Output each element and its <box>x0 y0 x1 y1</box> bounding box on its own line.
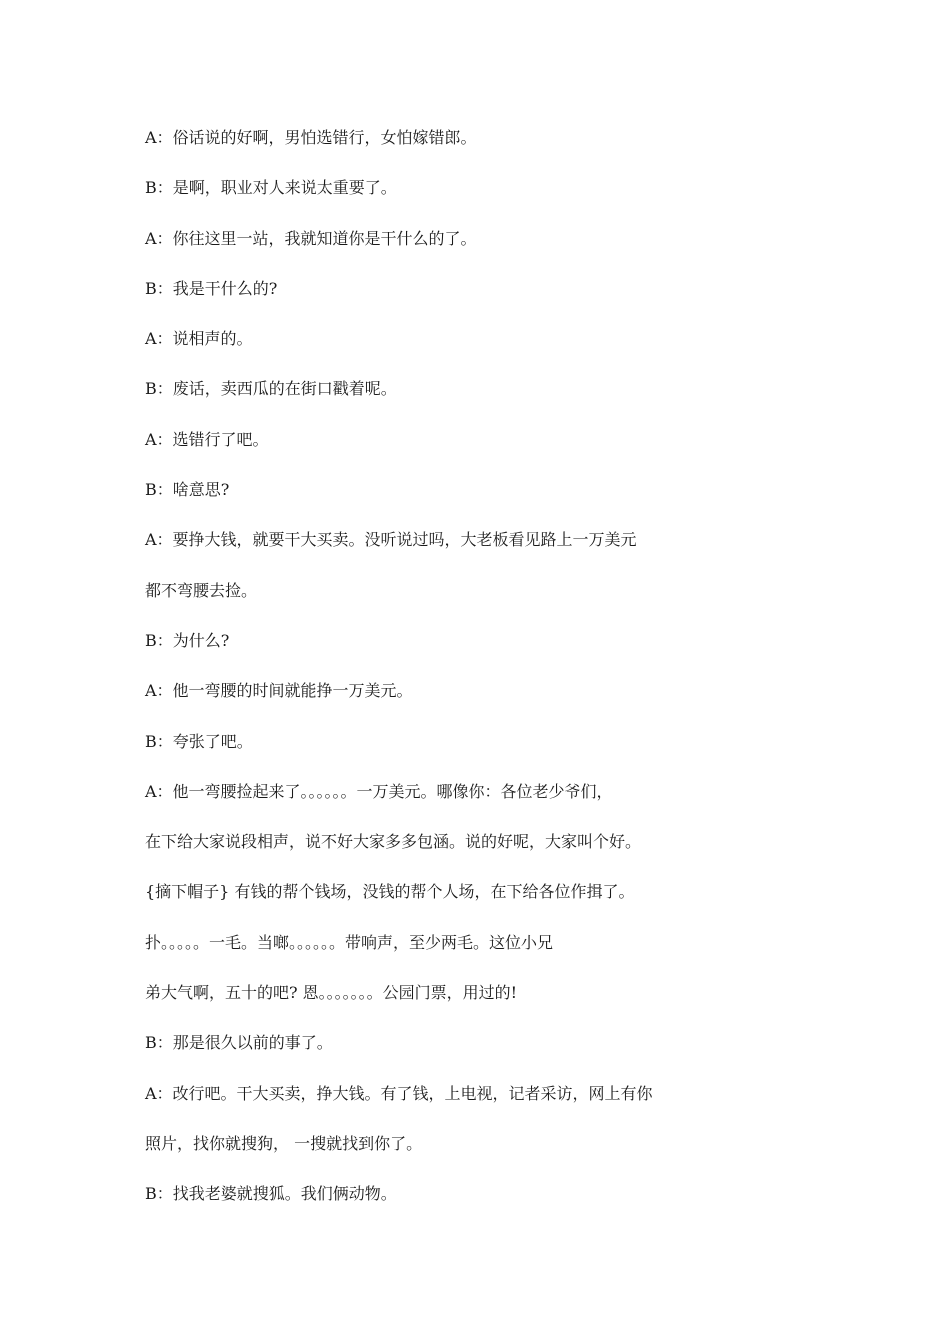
dialogue-line: A：要挣大钱，就要干大买卖。没听说过吗，大老板看见路上一万美元 <box>145 530 637 550</box>
dialogue-line: 弟大气啊，五十的吧? 恩。。。。。。。公园门票，用过的! <box>145 983 518 1003</box>
dialogue-line: B：废话，卖西瓜的在街口戳着呢。 <box>145 379 397 399</box>
dialogue-line: {摘下帽子} 有钱的帮个钱场，没钱的帮个人场，在下给各位作揖了。 <box>145 882 635 902</box>
dialogue-line: B：找我老婆就搜狐。我们俩动物。 <box>145 1184 397 1204</box>
dialogue-line: B：我是干什么的? <box>145 278 278 298</box>
dialogue-line: 都不弯腰去捡。 <box>145 580 258 600</box>
dialogue-line: A：说相声的。 <box>145 329 253 349</box>
dialogue-line: B：啥意思? <box>145 480 230 500</box>
dialogue-line: 扑。。。。。一毛。当啷。。。。。。带响声，至少两毛。这位小兄 <box>145 932 554 952</box>
dialogue-line: 照片，找你就搜狗， 一搜就找到你了。 <box>145 1133 423 1153</box>
dialogue-line: B：是啊，职业对人来说太重要了。 <box>145 178 397 198</box>
dialogue-line: A：俗话说的好啊，男怕选错行，女怕嫁错郎。 <box>145 128 477 147</box>
dialogue-line: B：夸张了吧。 <box>145 731 253 751</box>
dialogue-line: A：他一弯腰的时间就能挣一万美元。 <box>145 681 413 701</box>
dialogue-line: A：选错行了吧。 <box>145 429 269 449</box>
dialogue-line: 在下给大家说段相声，说不好大家多多包涵。说的好呢，大家叫个好。 <box>145 832 642 852</box>
dialogue-line: B：那是很久以前的事了。 <box>145 1033 333 1053</box>
dialogue-line: A：你往这里一站，我就知道你是干什么的了。 <box>145 228 477 248</box>
dialogue-line: B：为什么? <box>145 630 230 650</box>
dialogue-text <box>145 124 845 1231</box>
dialogue-line: A：改行吧。干大买卖，挣大钱。有了钱，上电视，记者采访，网上有你 <box>145 1083 653 1103</box>
dialogue-line: A：他一弯腰捡起来了。。。。。。一万美元。哪像你：各位老少爷们， <box>145 781 613 801</box>
